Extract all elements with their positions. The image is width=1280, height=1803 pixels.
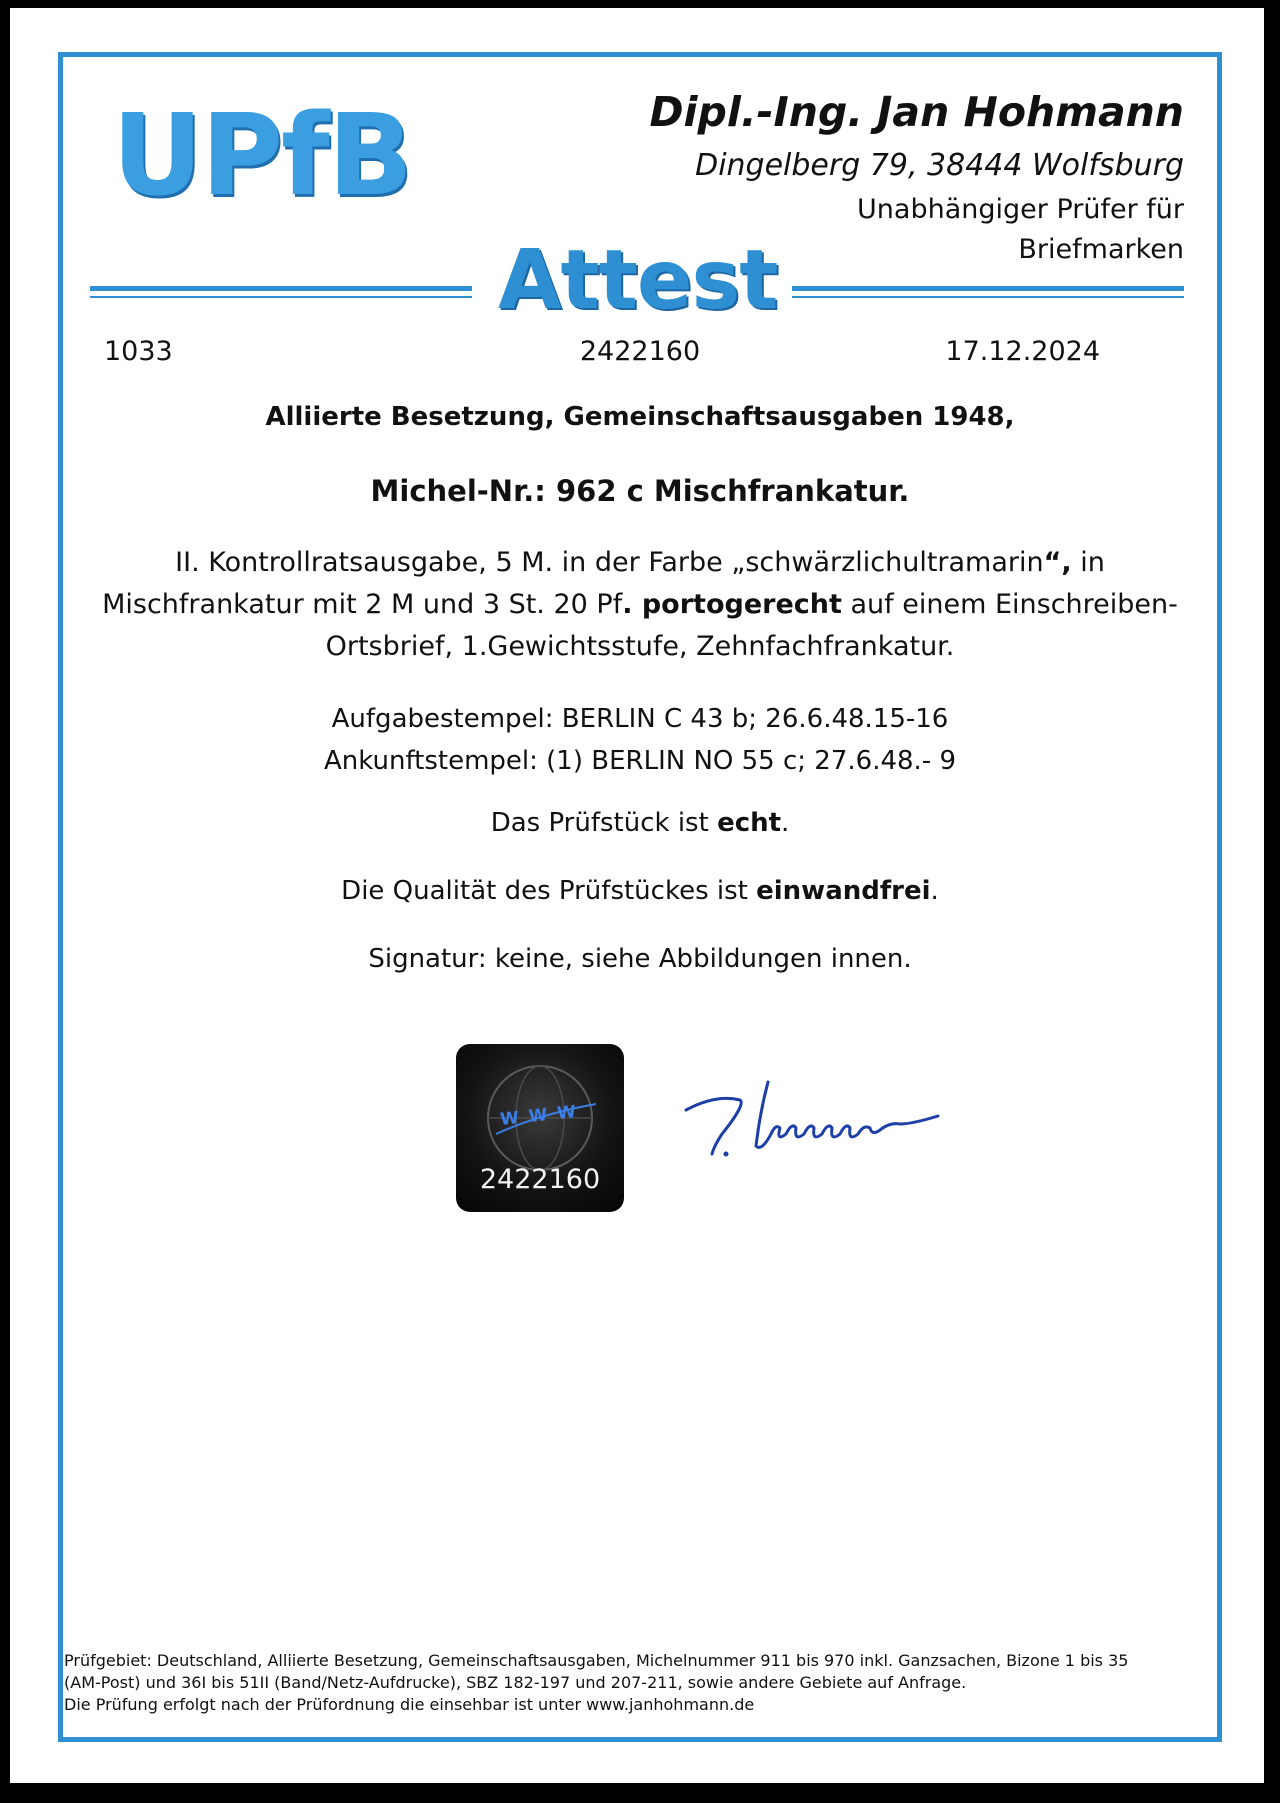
description-line-1: II. Kontrollratsausgabe, 5 M. in der Farbe „schwärzlichultramarin“, in <box>175 547 1105 578</box>
departure-postmark: Aufgabestempel: BERLIN C 43 b; 26.6.48.15-16 <box>331 704 949 734</box>
authenticity-verdict: Das Prüfstück ist echt. <box>490 808 790 838</box>
examiner-address: Dingelberg 79, 38444 Wolfsburg <box>695 148 1184 183</box>
quality-verdict: Die Qualität des Prüfstückes ist einwandfrei. <box>341 876 939 906</box>
reference-number: 1033 <box>104 336 173 367</box>
footer <box>64 1650 1214 1716</box>
examiner-role-line1: Unabhängiger Prüfer für <box>857 194 1184 225</box>
hologram-seal <box>456 1044 624 1212</box>
certificate-number: 2422160 <box>579 336 701 367</box>
hologram-number: 2422160 <box>479 1164 601 1195</box>
signature-note: Signatur: keine, siehe Abbildungen innen. <box>368 944 912 974</box>
upfb-logo: UPfB <box>112 91 412 221</box>
description <box>70 542 1210 668</box>
arrival-postmark: Ankunftstempel: (1) BERLIN NO 55 c; 27.6.48.- 9 <box>323 746 956 776</box>
postmarks <box>70 698 1210 782</box>
title-rule-left <box>90 286 472 304</box>
catalog-heading: Michel-Nr.: 962 c Mischfrankatur. <box>370 474 910 508</box>
examiner-signature <box>676 1072 956 1182</box>
certificate-title: Attest <box>498 233 778 328</box>
description-line-3: Ortsbrief, 1.Gewichtsstufe, Zehnfachfrankatur. <box>325 631 955 662</box>
examiner-name: Dipl.-Ing. Jan Hohmann <box>649 88 1184 136</box>
footer-line-3: Die Prüfung erfolgt nach der Prüfordnung die einsehbar ist unter www.janhohmann.de <box>64 1695 755 1714</box>
examiner-role-line2: Briefmarken <box>1018 234 1184 265</box>
footer-line-1: Prüfgebiet: Deutschland, Alliierte Besetzung, Gemeinschaftsausgaben, Michelnummer 911 bis 970 inkl. Ganzsachen, Bizone 1 bis 35 <box>64 1651 1129 1670</box>
description-line-2: Mischfrankatur mit 2 M und 3 St. 20 Pf. portogerecht auf einem Einschreiben- <box>102 589 1178 620</box>
title-rule-right <box>792 286 1184 304</box>
issue-heading: Alliierte Besetzung, Gemeinschaftsausgaben 1948, <box>265 402 1015 432</box>
certificate-date: 17.12.2024 <box>945 336 1100 367</box>
hologram-www-text: W W W <box>499 1101 579 1131</box>
footer-line-2: (AM-Post) und 36I bis 51II (Band/Netz-Aufdrucke), SBZ 182-197 und 207-211, sowie andere Gebiete auf Anfrage. <box>64 1673 967 1692</box>
